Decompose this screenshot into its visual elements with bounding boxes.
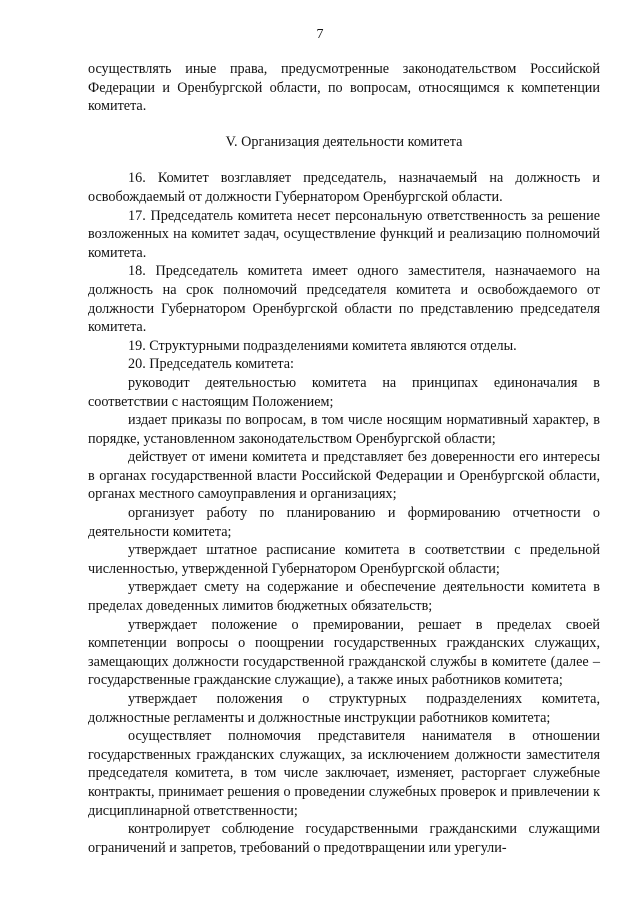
paragraph-17: 17. Председатель комитета несет персональную ответственность за решение возложенных на комитет задач, осуществление функций и реализацию полномочий комитета. bbox=[88, 207, 600, 261]
page-number: 7 bbox=[316, 27, 324, 42]
list-item: утверждает штатное расписание комитета в соответствии с предельной численностью, утвержденной Губернатором Оренбургской области; bbox=[88, 542, 600, 577]
paragraph-list bbox=[88, 169, 600, 857]
intro-paragraph: осуществлять иные права, предусмотренные законодательством Российской Федерации и Оренбургской области, по вопросам, относящимся к компетенции комитета. bbox=[88, 61, 600, 115]
document-body bbox=[88, 60, 600, 857]
list-item: контролирует соблюдение государственными гражданскими служащими ограничений и запретов, требований о предотвращении или урегули- bbox=[88, 821, 600, 856]
list-item: утверждает смету на содержание и обеспечение деятельности комитета в пределах доведенных лимитов бюджетных обязательств; bbox=[88, 579, 600, 615]
paragraph-19: 19. Структурными подразделениями комитета являются отделы. bbox=[128, 337, 517, 354]
section-heading: V. Организация деятельности комитета bbox=[225, 133, 463, 150]
list-item: утверждает положения о структурных подразделениях комитета, должностные регламенты и должностные инструкции работников комитета; bbox=[88, 691, 600, 726]
paragraph-18: 18. Председатель комитета имеет одного заместителя, назначаемого на должность на срок полномочий председателя комитета и освобождаемого от должности Губернатором Оренбургской области по представлению председателя комитета. bbox=[88, 263, 600, 336]
paragraph-16: 16. Комитет возглавляет председатель, назначаемый на должность и освобождаемый от должности Губернатором Оренбургской области. bbox=[88, 170, 600, 205]
list-item: действует от имени комитета и представляет без доверенности его интересы в органах государственной власти Российской Федерации и Оренбургской области, органах местного самоуправления и организациях; bbox=[88, 449, 600, 503]
paragraph-20: 20. Председатель комитета: bbox=[128, 356, 294, 373]
list-item: организует работу по планированию и формированию отчетности о деятельности комитета; bbox=[88, 505, 600, 540]
list-item: утверждает положение о премировании, решает в пределах своей компетенции вопросы о поощрении государственных гражданских служащих, замещающих должности государственной гражданской службы в комитете (далее – государственные гражданские служащие), а также иных работников комитета; bbox=[88, 616, 600, 689]
list-item: издает приказы по вопросам, в том числе носящим нормативный характер, в порядке, установленном законодательством Оренбургской области; bbox=[88, 412, 600, 447]
list-item: руководит деятельностью комитета на принципах единоначалия в соответствии с настоящим Положением; bbox=[88, 374, 600, 410]
list-item: осуществляет полномочия представителя нанимателя в отношении государственных гражданских служащих, за исключением должности заместителя председателя комитета, в том числе заключает, изменяет, расторгает служебные контракты, принимает решения о проведении служебных проверок и привлечении к дисциплинарной ответственности; bbox=[88, 728, 600, 819]
